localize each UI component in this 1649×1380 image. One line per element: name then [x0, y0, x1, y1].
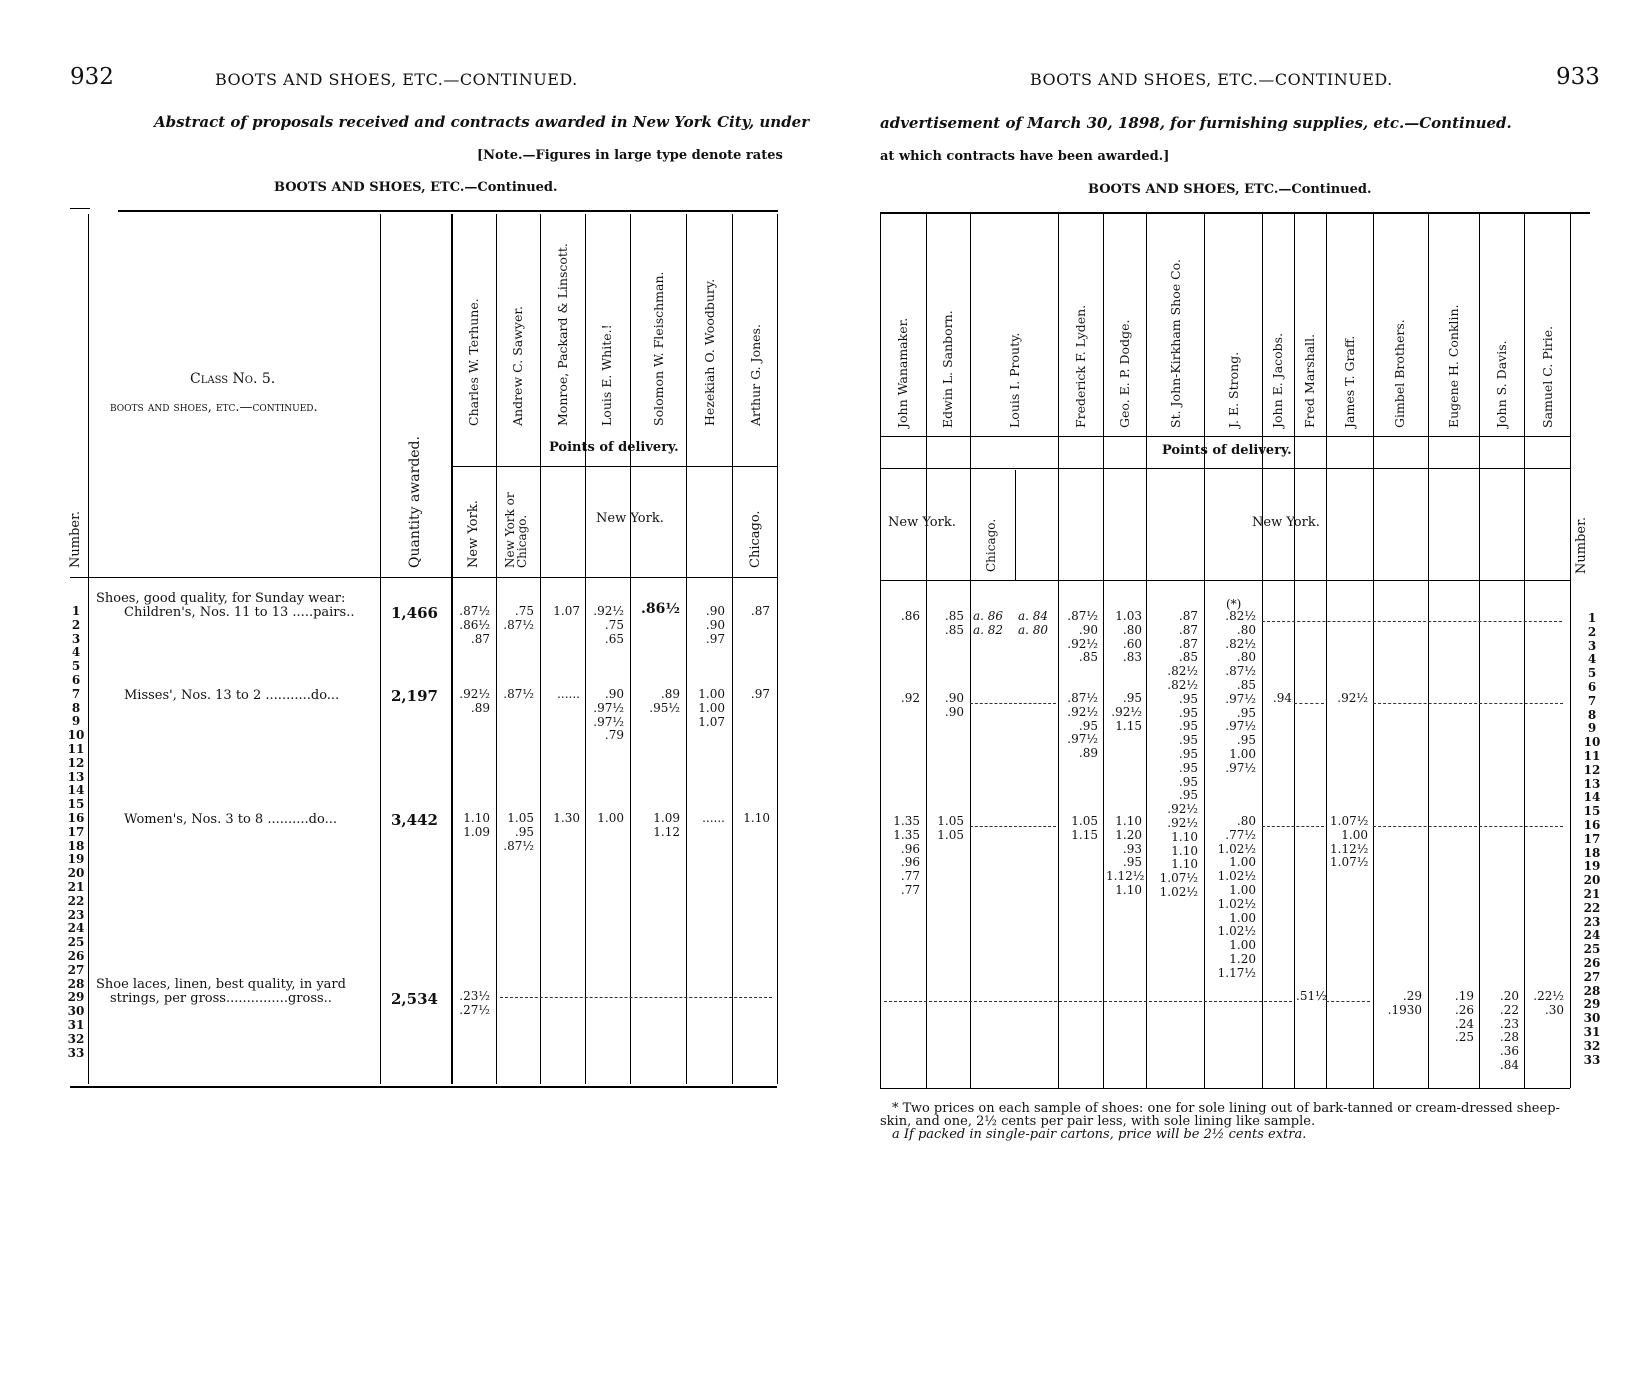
price-cell: 1.00 1.00 1.07 [698, 687, 725, 729]
price-cell: 1.05 1.05 [937, 814, 964, 842]
price-cell: 1.05 .95 .87½ [503, 811, 534, 853]
price-cell: .87½ .86½ .87 [459, 604, 490, 646]
abstract-title-left: Abstract of proposals received and contracts awarded in New York City, under [154, 113, 810, 131]
page-number-left: 932 [70, 64, 114, 90]
number-header: Number. [68, 510, 83, 568]
class-subtitle: boots and shoes, etc.—continued. [110, 400, 318, 415]
price-cell: .92½ .89 [459, 687, 490, 715]
rule [1479, 214, 1480, 1088]
rule [496, 214, 497, 1084]
price-cell-awarded: .89 .95½ [649, 687, 680, 715]
price-cell: 1.07 [553, 604, 580, 618]
price-cell: 1.10 [743, 811, 770, 825]
quantity-header: Quantity awarded. [407, 436, 423, 568]
footnote: a If packed in single-pair cartons, price will be 2½ cents extra. [892, 1127, 1307, 1142]
rule [1204, 214, 1205, 1088]
bidder-header: Arthur G. Jones. [748, 324, 763, 426]
price-cell: .90 .90 [944, 691, 964, 719]
price-cell: .82½ .80 .82½ .80 .87½ .85 .97½ .95 .97½ .95 1.00 .97½ [1225, 609, 1256, 775]
running-head-right: BOOTS AND SHOES, ETC.—CONTINUED. [1030, 70, 1393, 89]
bidder-header: Monroe, Packard & Linscott. [555, 243, 570, 426]
bidder-header: Fred Marshall. [1302, 333, 1317, 428]
item-description: Shoes, good quality, for Sunday wear: [96, 591, 346, 606]
table-bottom-rule [880, 1088, 1570, 1089]
item-description: Women's, Nos. 3 to 8 ..........do... [124, 812, 337, 827]
rule [880, 214, 881, 1088]
price-cell: .29 .1930 [1387, 989, 1422, 1017]
rule [1428, 214, 1429, 1088]
rule [540, 214, 541, 1084]
rule [1326, 214, 1327, 1088]
price-cell: .22½ .30 [1533, 989, 1564, 1017]
price-cell: .85 .85 [944, 609, 964, 637]
bidder-header: Andrew C. Sawyer. [510, 306, 525, 426]
price-cell: .90 .90 .97 [705, 604, 725, 646]
bidder-header: St. John-Kirkham Shoe Co. [1168, 259, 1183, 428]
price-cell: 1.30 [553, 811, 580, 825]
rule [380, 214, 381, 1084]
price-cell: .80 .77½ 1.02½ 1.00 1.02½ 1.00 1.02½ 1.00 1.02½ 1.00 1.20 1.17½ [1217, 814, 1256, 980]
note-right: at which contracts have been awarded.] [880, 149, 1170, 164]
bidder-header: Louis E. White.! [599, 324, 614, 426]
quantity-awarded: 2,197 [391, 687, 438, 705]
delivery-label: New York. [1252, 515, 1320, 530]
bidder-header: Edwin L. Sanborn. [940, 310, 955, 428]
delivery-label: New York. [888, 515, 956, 530]
delivery-label: New York. [466, 500, 481, 568]
rule [777, 214, 778, 1084]
rule [926, 214, 927, 1088]
footnote: * Two prices on each sample of shoes: one for sole lining out of bark-tanned or cream-dressed sheep- [892, 1101, 1560, 1116]
section-heading-left: BOOTS AND SHOES, ETC.—Continued. [274, 180, 558, 195]
note-left: [Note.—Figures in large type denote rates [477, 148, 783, 163]
dotted-leader [970, 826, 1056, 827]
dotted-leader [1294, 703, 1324, 704]
bidder-header: Louis I. Prouty. [1007, 332, 1022, 428]
rule [970, 214, 971, 1088]
price-cell: .92½ .75 .65 [593, 604, 624, 646]
price-cell: .97 [750, 687, 770, 701]
abstract-title-right: advertisement of March 30, 1898, for furnishing supplies, etc.—Continued. [880, 114, 1512, 132]
bidder-header: Hezekiah O. Woodbury. [702, 278, 717, 426]
item-description: Misses', Nos. 13 to 2 ...........do... [124, 688, 340, 703]
table-top-rule [880, 212, 1590, 214]
rule [1294, 214, 1295, 1088]
bidder-header: Samuel C. Pirie. [1540, 325, 1555, 428]
dotted-leader [970, 703, 1056, 704]
price-cell: ...... [557, 687, 580, 701]
table-top-rule [118, 210, 778, 212]
row-number-column: 1 2 3 4 5 6 7 8 9 10 11 12 13 14 15 16 17 18 19 20 21 22 23 24 25 26 27 28 29 30 31 32 33 [1583, 611, 1601, 1067]
dotted-leader [1373, 826, 1563, 827]
header-bottom-rule [70, 577, 777, 578]
dotted-leader [1262, 826, 1324, 827]
price-cell: ...... [702, 811, 725, 825]
rule [1058, 214, 1059, 1088]
bidder-header: Frederick F. Lyden. [1073, 304, 1088, 428]
rule [686, 214, 687, 1084]
price-cell: .87½ .92½ .95 .97½ .89 [1067, 691, 1098, 761]
dotted-leader [1326, 1001, 1370, 1002]
price-cell: 1.03 .80 .60 .83 [1115, 609, 1142, 665]
delivery-label: Chicago. [748, 510, 763, 568]
delivery-label: New York. [596, 511, 664, 526]
rule [1373, 214, 1374, 1088]
price-cell: 1.05 1.15 [1071, 814, 1098, 842]
price-cell: .87½ [503, 687, 534, 701]
rule [732, 214, 733, 1084]
bidder-header: John S. Davis. [1494, 340, 1509, 428]
price-cell: .95 .92½ 1.15 [1111, 691, 1142, 733]
dotted-leader [1373, 703, 1563, 704]
rule [1570, 214, 1571, 1088]
rule [88, 214, 89, 1084]
price-cell: 1.00 [597, 811, 624, 825]
price-cell: .87½ .90 .92½ .85 [1067, 609, 1098, 665]
price-cell-awarded: .86½ [641, 601, 680, 617]
rule [1103, 214, 1104, 1088]
table-corner-rule [70, 208, 90, 209]
item-description: Shoe laces, linen, best quality, in yard [96, 977, 346, 992]
price-cell: .75 .87½ [503, 604, 534, 632]
bidder-header: Geo. E. P. Dodge. [1117, 319, 1132, 428]
rule [1015, 470, 1016, 580]
quantity-awarded: 3,442 [391, 811, 438, 829]
price-cell: .90 .97½ .97½ .79 [593, 687, 624, 743]
price-cell: .51½ [1296, 989, 1327, 1003]
footnote: skin, and one, 2½ cents per pair less, with sole lining like sample. [880, 1114, 1316, 1129]
bidder-header: James T. Graff. [1342, 335, 1357, 428]
rule [630, 214, 631, 1084]
number-header: Number. [1574, 516, 1589, 574]
rule [880, 436, 1570, 437]
bidder-header: John E. Jacobs. [1270, 332, 1285, 428]
price-cell: 1.10 1.20 .93 .95 1.12½ 1.10 [1106, 814, 1145, 897]
rule [1524, 214, 1525, 1088]
bidder-header: Solomon W. Fleischman. [651, 271, 666, 426]
rule [451, 214, 453, 1084]
price-cell: 1.10 1.09 [463, 811, 490, 839]
dotted-leader [500, 997, 772, 998]
dotted-leader [1262, 621, 1562, 622]
dotted-leader [884, 1001, 1292, 1002]
rule [451, 466, 777, 467]
table-bottom-rule [70, 1086, 777, 1088]
price-cell-awarded: 1.09 1.12 [653, 811, 680, 839]
price-cell: .87 [750, 604, 770, 618]
bidder-header: John Wanamaker. [895, 317, 910, 428]
rule [880, 468, 1570, 469]
price-cell: .92 [900, 691, 920, 705]
asterisk-marker: (*) [1226, 597, 1242, 611]
rule [585, 214, 586, 1084]
points-of-delivery-label: Points of delivery. [549, 440, 679, 455]
price-cell: a. 84 a. 80 [1018, 609, 1049, 637]
price-cell: 1.35 1.35 .96 .96 .77 .77 [893, 814, 920, 897]
delivery-label: New York or Chicago. [503, 492, 529, 568]
bidder-header: Eugene H. Conklin. [1446, 304, 1461, 428]
bidder-header: Charles W. Terhune. [466, 298, 481, 426]
price-cell: .23½ .27½ [459, 989, 490, 1017]
price-cell: a. 86 a. 82 [973, 609, 1004, 637]
item-description: strings, per gross...............gross.. [110, 991, 332, 1006]
page-number-right: 933 [1556, 64, 1600, 90]
class-title: Class No. 5. [190, 371, 276, 387]
row-number-column: 1 2 3 4 5 6 7 8 9 10 11 12 13 14 15 16 17 18 19 20 21 22 23 24 25 26 27 28 29 30 31 32 33 [67, 604, 85, 1060]
bidder-header: Gimbel Brothers. [1392, 319, 1407, 428]
bidder-header: J. E. Strong. [1226, 351, 1241, 428]
price-cell: .86 [900, 609, 920, 623]
price-cell: .94 [1272, 691, 1292, 705]
price-cell: .20 .22 .23 .28 .36 .84 [1499, 989, 1519, 1072]
price-cell: 1.07½ 1.00 1.12½ 1.07½ [1330, 814, 1369, 870]
delivery-label: Chicago. [984, 518, 998, 572]
quantity-awarded: 2,534 [391, 990, 438, 1008]
section-heading-right: BOOTS AND SHOES, ETC.—Continued. [1088, 182, 1372, 197]
item-description: Children's, Nos. 11 to 13 .....pairs.. [124, 605, 355, 620]
running-head-left: BOOTS AND SHOES, ETC.—CONTINUED. [215, 70, 578, 89]
price-cell-awarded: .19 .26 .24 .25 [1454, 989, 1474, 1045]
price-cell: .87 .87 .87 .85 .82½ .82½ .95 .95 .95 .95 .95 .95 .95 .95 .92½ .92½ 1.10 1.10 1.10 1.07½ 1.02½ [1159, 609, 1198, 899]
quantity-awarded: 1,466 [391, 604, 438, 622]
rule [1262, 214, 1263, 1088]
price-cell: .92½ [1337, 691, 1368, 705]
rule [1146, 214, 1147, 1088]
header-bottom-rule [880, 580, 1570, 581]
points-of-delivery-label: Points of delivery. [1162, 443, 1292, 458]
